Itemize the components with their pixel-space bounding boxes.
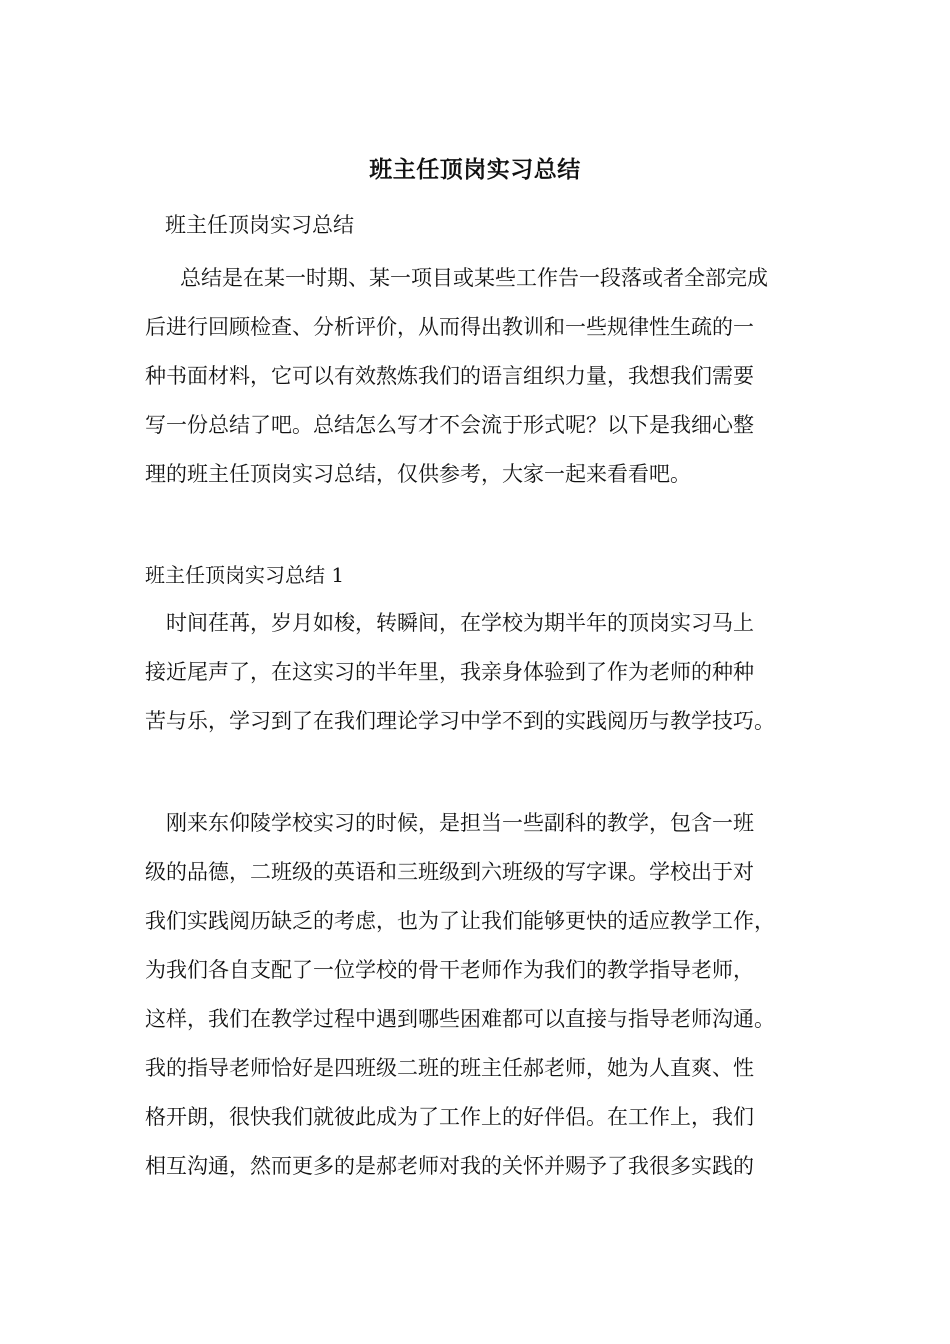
page-title: 班主任顶岗实习总结 xyxy=(369,156,581,183)
paragraph-line: 这样，我们在教学过程中遇到哪些困难都可以直接与指导老师沟通。 xyxy=(145,1007,775,1031)
paragraph-line: 总结是在某一时期、某一项目或某些工作告一段落或者全部完成 xyxy=(180,266,768,290)
paragraph-line: 相互沟通，然而更多的是郝老师对我的关怀并赐予了我很多实践的 xyxy=(145,1154,754,1178)
paragraph-line: 我的指导老师恰好是四班级二班的班主任郝老师，她为人直爽、性 xyxy=(145,1056,754,1080)
document-subtitle: 班主任顶岗实习总结 xyxy=(165,213,354,237)
paragraph-line: 我们实践阅历缺乏的考虑，也为了让我们能够更快的适应教学工作， xyxy=(145,909,775,933)
paragraph-line: 苦与乐，学习到了在我们理论学习中学不到的实践阅历与教学技巧。 xyxy=(145,709,775,733)
section-heading: 班主任顶岗实习总结 1 xyxy=(145,563,345,587)
paragraph-line: 后进行回顾检查、分析评价，从而得出教训和一些规律性生疏的一 xyxy=(145,315,754,339)
paragraph-line: 接近尾声了，在这实习的半年里，我亲身体验到了作为老师的种种 xyxy=(145,660,754,684)
paragraph-line: 刚来东仰陵学校实习的时候，是担当一些副科的教学，包含一班 xyxy=(166,811,754,835)
paragraph-line: 时间荏苒，岁月如梭，转瞬间，在学校为期半年的顶岗实习马上 xyxy=(166,611,754,635)
paragraph-line: 格开朗，很快我们就彼此成为了工作上的好伴侣。在工作上，我们 xyxy=(145,1105,754,1129)
paragraph-line: 种书面材料，它可以有效熬炼我们的语言组织力量，我想我们需要 xyxy=(145,364,754,388)
paragraph-line: 理的班主任顶岗实习总结，仅供参考，大家一起来看看吧。 xyxy=(145,462,691,486)
paragraph-line: 写一份总结了吧。总结怎么写才不会流于形式呢？以下是我细心整 xyxy=(145,413,754,437)
paragraph-line: 为我们各自支配了一位学校的骨干老师作为我们的教学指导老师， xyxy=(145,958,754,982)
paragraph-line: 级的品德，二班级的英语和三班级到六班级的写字课。学校出于对 xyxy=(145,860,754,884)
